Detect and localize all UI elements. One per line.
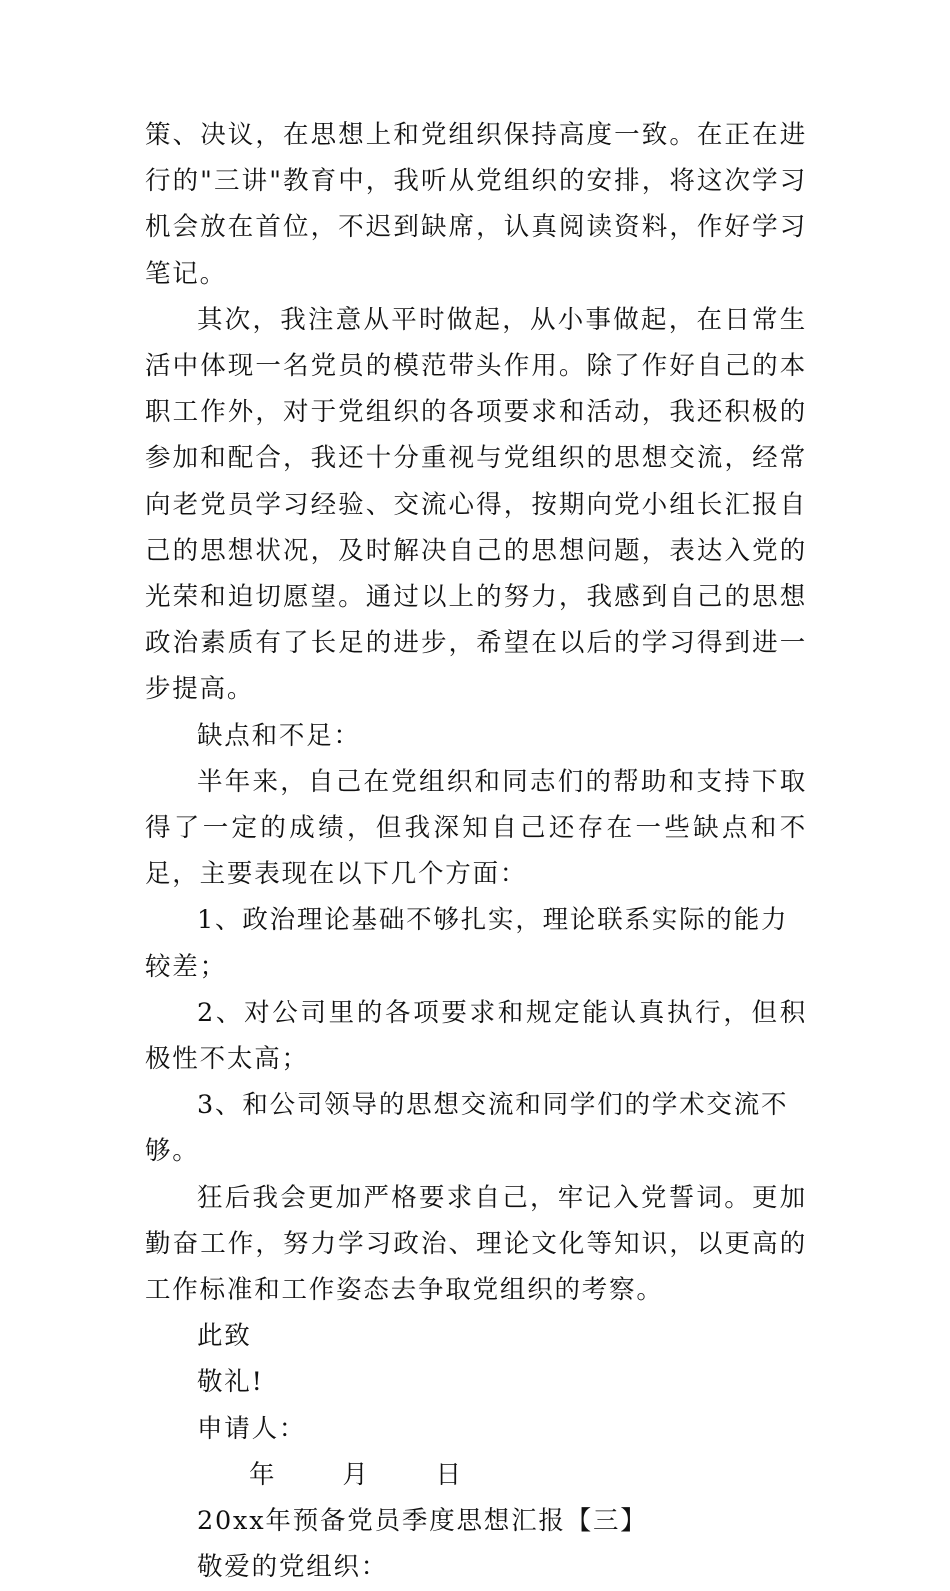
closing-salutation: 此致 xyxy=(197,1321,252,1352)
paragraph-secondly: 其次，我注意从平时做起，从小事做起，在日常生活中体现一名党员的模范带头作用。除了作好自己的本职工作外，对于党组织的各项要求和活动，我还积极的参加和配合，我还十分重视与党组织的思想交流，经常向老党员学习经验、交流心得，按期向党小组长汇报自己的思想状况，及时解决自己的思想问题，表达入党的光荣和迫切愿望。通过以上的努力，我感到自己的思想政治素质有了长足的进步，希望在以后的学习得到进一步提高。 xyxy=(145,304,807,705)
applicant-label: 申请人： xyxy=(197,1413,307,1444)
date-day: 日 xyxy=(435,1459,463,1490)
list-item-2: 2、对公司里的各项要求和规定能认真执行，但积极性不太高； xyxy=(145,997,807,1075)
paragraph-continued-text: 策、决议，在思想上和党组织保持高度一致。在正在进行的"三讲"教育中，我听从党组织的安排，将这次学习机会放在首位，不迟到缺席，认真阅读资料，作好学习笔记。 xyxy=(145,120,807,289)
paragraph-half-year: 半年来，自己在党组织和同志们的帮助和支持下取得了一定的成绩，但我深知自己还存在一些缺点和不足，主要表现在以下几个方面： xyxy=(145,766,807,890)
date-month: 月 xyxy=(342,1459,370,1490)
section-heading-shortcomings: 缺点和不足： xyxy=(197,720,361,751)
list-item-1: 1、政治理论基础不够扎实，理论联系实际的能力较差； xyxy=(145,905,789,982)
list-item-3: 3、和公司领导的思想交流和同学们的学术交流不够。 xyxy=(145,1090,789,1167)
closing-regards: 敬礼! xyxy=(197,1367,264,1398)
report-title-three: 20xx年预备党员季度思想汇报【三】 xyxy=(197,1506,648,1537)
document-page xyxy=(145,112,807,1591)
letter-greeting: 敬爱的党组织： xyxy=(197,1552,389,1583)
date-line xyxy=(145,1452,807,1498)
paragraph-future: 狂后我会更加严格要求自己，牢记入党誓词。更加勤奋工作，努力学习政治、理论文化等知识，以更高的工作标准和工作姿态去争取党组织的考察。 xyxy=(145,1182,807,1306)
date-year: 年 xyxy=(249,1459,277,1490)
